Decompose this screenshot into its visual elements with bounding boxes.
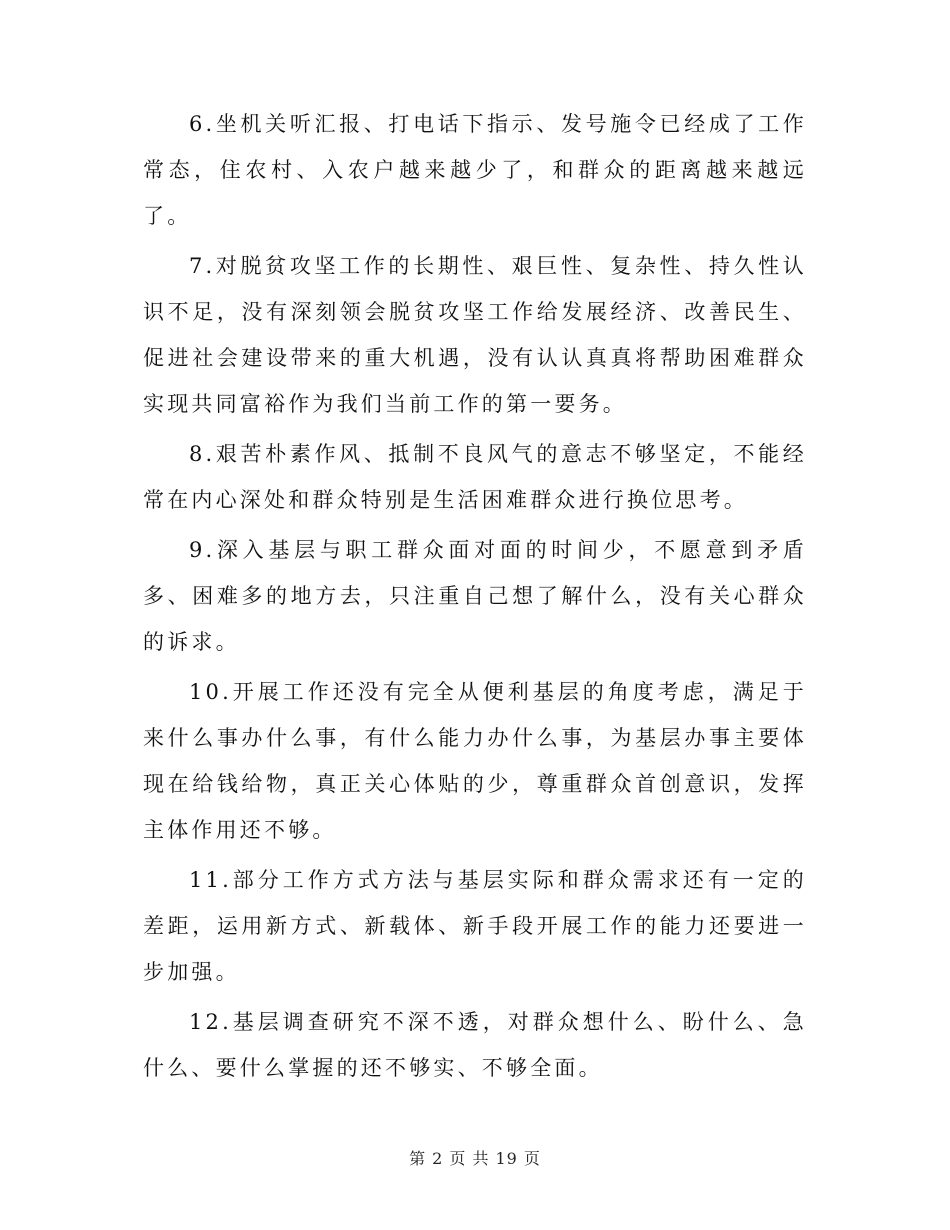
- footer-middle: 页 共: [449, 1149, 490, 1168]
- paragraph-item-12: 12.基层调查研究不深不透，对群众想什么、盼什么、急什么、要什么掌握的还不够实、不够全面。: [143, 1010, 807, 1080]
- footer-prefix: 第: [409, 1149, 427, 1168]
- paragraph-item-6: 6.坐机关听汇报、打电话下指示、发号施令已经成了工作常态，住农村、入农户越来越少了，和群众的距离越来越远了。: [143, 112, 807, 228]
- footer-suffix: 页: [523, 1149, 541, 1168]
- paragraph-item-9: 9.深入基层与职工群众面对面的时间少，不愿意到矛盾多、困难多的地方去，只注重自己想了解什么，没有关心群众的诉求。: [143, 538, 807, 654]
- document-body: [143, 101, 807, 1095]
- paragraph-item-8: 8.艰苦朴素作风、抵制不良风气的意志不够坚定，不能经常在内心深处和群众特别是生活困难群众进行换位思考。: [143, 442, 807, 512]
- paragraph-item-7: 7.对脱贫攻坚工作的长期性、艰巨性、复杂性、持久性认识不足，没有深刻领会脱贫攻坚工作给发展经济、改善民生、促进社会建设带来的重大机遇，没有认认真真将帮助困难群众实现共同富裕作为我们当前工作的第一要务。: [143, 254, 807, 416]
- page-footer: [0, 1146, 950, 1169]
- footer-total-pages: 19: [495, 1149, 518, 1168]
- paragraph-item-11: 11.部分工作方式方法与基层实际和群众需求还有一定的差距，运用新方式、新载体、新手段开展工作的能力还要进一步加强。: [143, 868, 807, 984]
- paragraph-item-10: 10.开展工作还没有完全从便利基层的角度考虑，满足于来什么事办什么事，有什么能力办什么事，为基层办事主要体现在给钱给物，真正关心体贴的少，尊重群众首创意识，发挥主体作用还不够。: [143, 680, 807, 842]
- footer-page-number: 2: [432, 1149, 444, 1168]
